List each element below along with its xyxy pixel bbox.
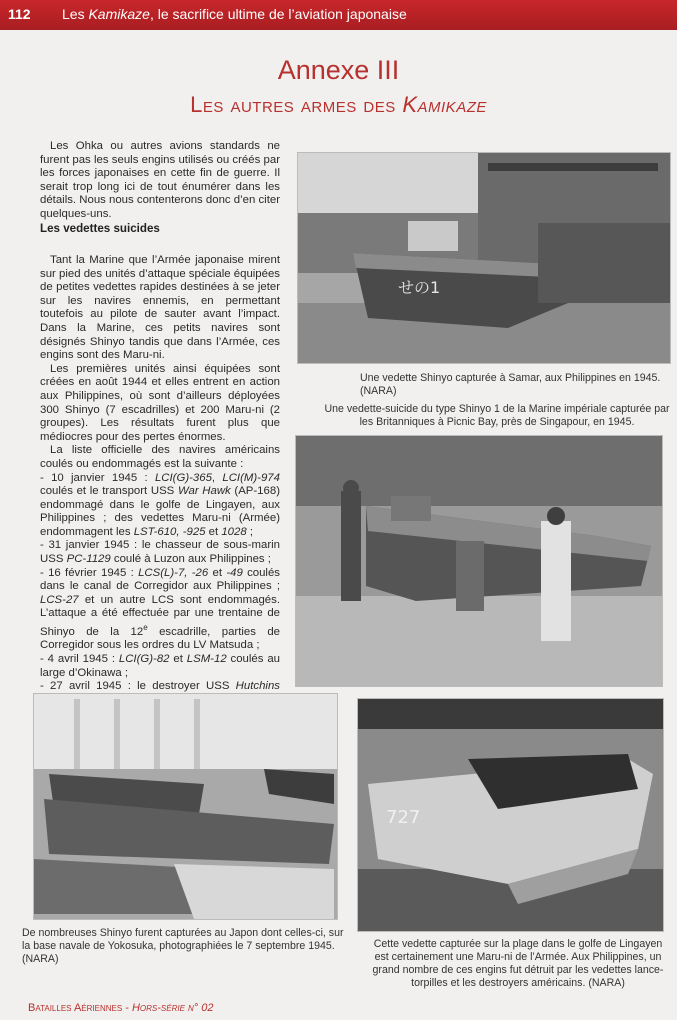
photo-caption: Une vedette-suicide du type Shinyo 1 de la Marine impériale capturée par les Britanniques à Picnic Bay, près de Singapour, en 1945. — [324, 403, 670, 428]
paragraph: La liste officielle des navires américains coulés ou endommagés est la suivante : — [40, 444, 280, 470]
footer-publication: Batailles Aériennes - Hors-série n° 02 — [28, 1002, 214, 1014]
page-number: 112 — [8, 6, 31, 22]
photo-caption: Cette vedette capturée sur la plage dans le golfe de Lingayen est certainement une Maru-ni de l’Armée. Aux Philippines, un grand nombre de ces engins fut détruit par les vedettes lance-torpilles et les destroyers américains. (NARA) — [372, 938, 664, 989]
paragraph: Tant la Marine que l’Armée japonaise mirent sur pied des unités d’attaque spéciale équipées de petites vedettes rapides destinées à se jeter sur les navires ennemis, en permettant toutefois au pilote de sauter avant l’impact. Dans la Marine, ces petits navires sont désignés Shinyo tandis que dans l’Armée, ces engins sont des Maru-ni. — [40, 254, 281, 362]
intro-paragraph: Les Ohka ou autres avions standards ne furent pas les seuls engins utilisés ou créés par les forces japonaises en cette fin de guerre. Il serait trop long ici de tout énumérer dans les détails. Nous nous contenterons donc d’en citer quelques-uns. — [40, 140, 280, 220]
photo-yokosuka — [33, 693, 338, 920]
photo-shinyo-picnic-bay — [295, 435, 663, 687]
list-item: - 10 janvier 1945 : LCI(G)-365, LCI(M)-974 coulés et le transport USS War Hawk (AP-168) endommagé dans le golfe de Lingayen, aux Philippines ; des vedettes Maru-ni (Armée) endommagent les LST-610, -925 et 1028 ; — [40, 471, 280, 538]
photo-shinyo-samar — [297, 152, 671, 364]
photo-caption: De nombreuses Shinyo furent capturées au Japon dont celles-ci, sur la base navale de Yokosuka, photographiées le 7 septembre 1945. (NARA) — [22, 927, 344, 965]
list-item: - 27 avril 1945 : le destroyer USS Hutchins — [40, 680, 280, 693]
list-item: - 16 février 1945 : LCS(L)-7, -26 et -49 coulés dans le canal de Corregidor aux Philippines ; LCS-27 et un autre LCS sont endommagés. L’attaque a été effectuée par une trentaine de Shinyo de la 12e escadrille, parties de Corregidor sous les ordres du LV Matsuda ; — [40, 566, 280, 652]
svg-text:せの1: せの1 — [398, 278, 441, 297]
paragraph: Les premières unités ainsi équipées sont créées en août 1944 et elles entrent en action aux Philippines, où sont d’ailleurs déployées 300 Shinyo (7 escadrilles) et 200 Maru-ni (2 groupes). Les résultats furent plus que médiocres pour des pertes énormes. — [40, 362, 280, 443]
article-body — [40, 254, 280, 735]
annex-subtitle: Les autres armes des Kamikaze — [190, 92, 487, 117]
list-item: - 4 avril 1945 : LCI(G)-82 et LSM-12 coulés au large d’Okinawa ; — [40, 653, 280, 679]
section-heading: Les vedettes suicides — [40, 222, 160, 235]
list-item: - 31 janvier 1945 : le chasseur de sous-marin USS PC-1129 coulé à Luzon aux Philippines ; — [40, 539, 280, 566]
photo-maru-ni-lingayen — [357, 698, 664, 932]
annex-title: Annexe III — [277, 55, 400, 85]
running-title: Les Kamikaze, le sacrifice ultime de l’aviation japonaise — [62, 6, 407, 22]
svg-text:727: 727 — [386, 807, 421, 828]
running-header — [0, 0, 677, 30]
photo-caption: Une vedette Shinyo capturée à Samar, aux Philippines en 1945. (NARA) — [360, 372, 661, 397]
